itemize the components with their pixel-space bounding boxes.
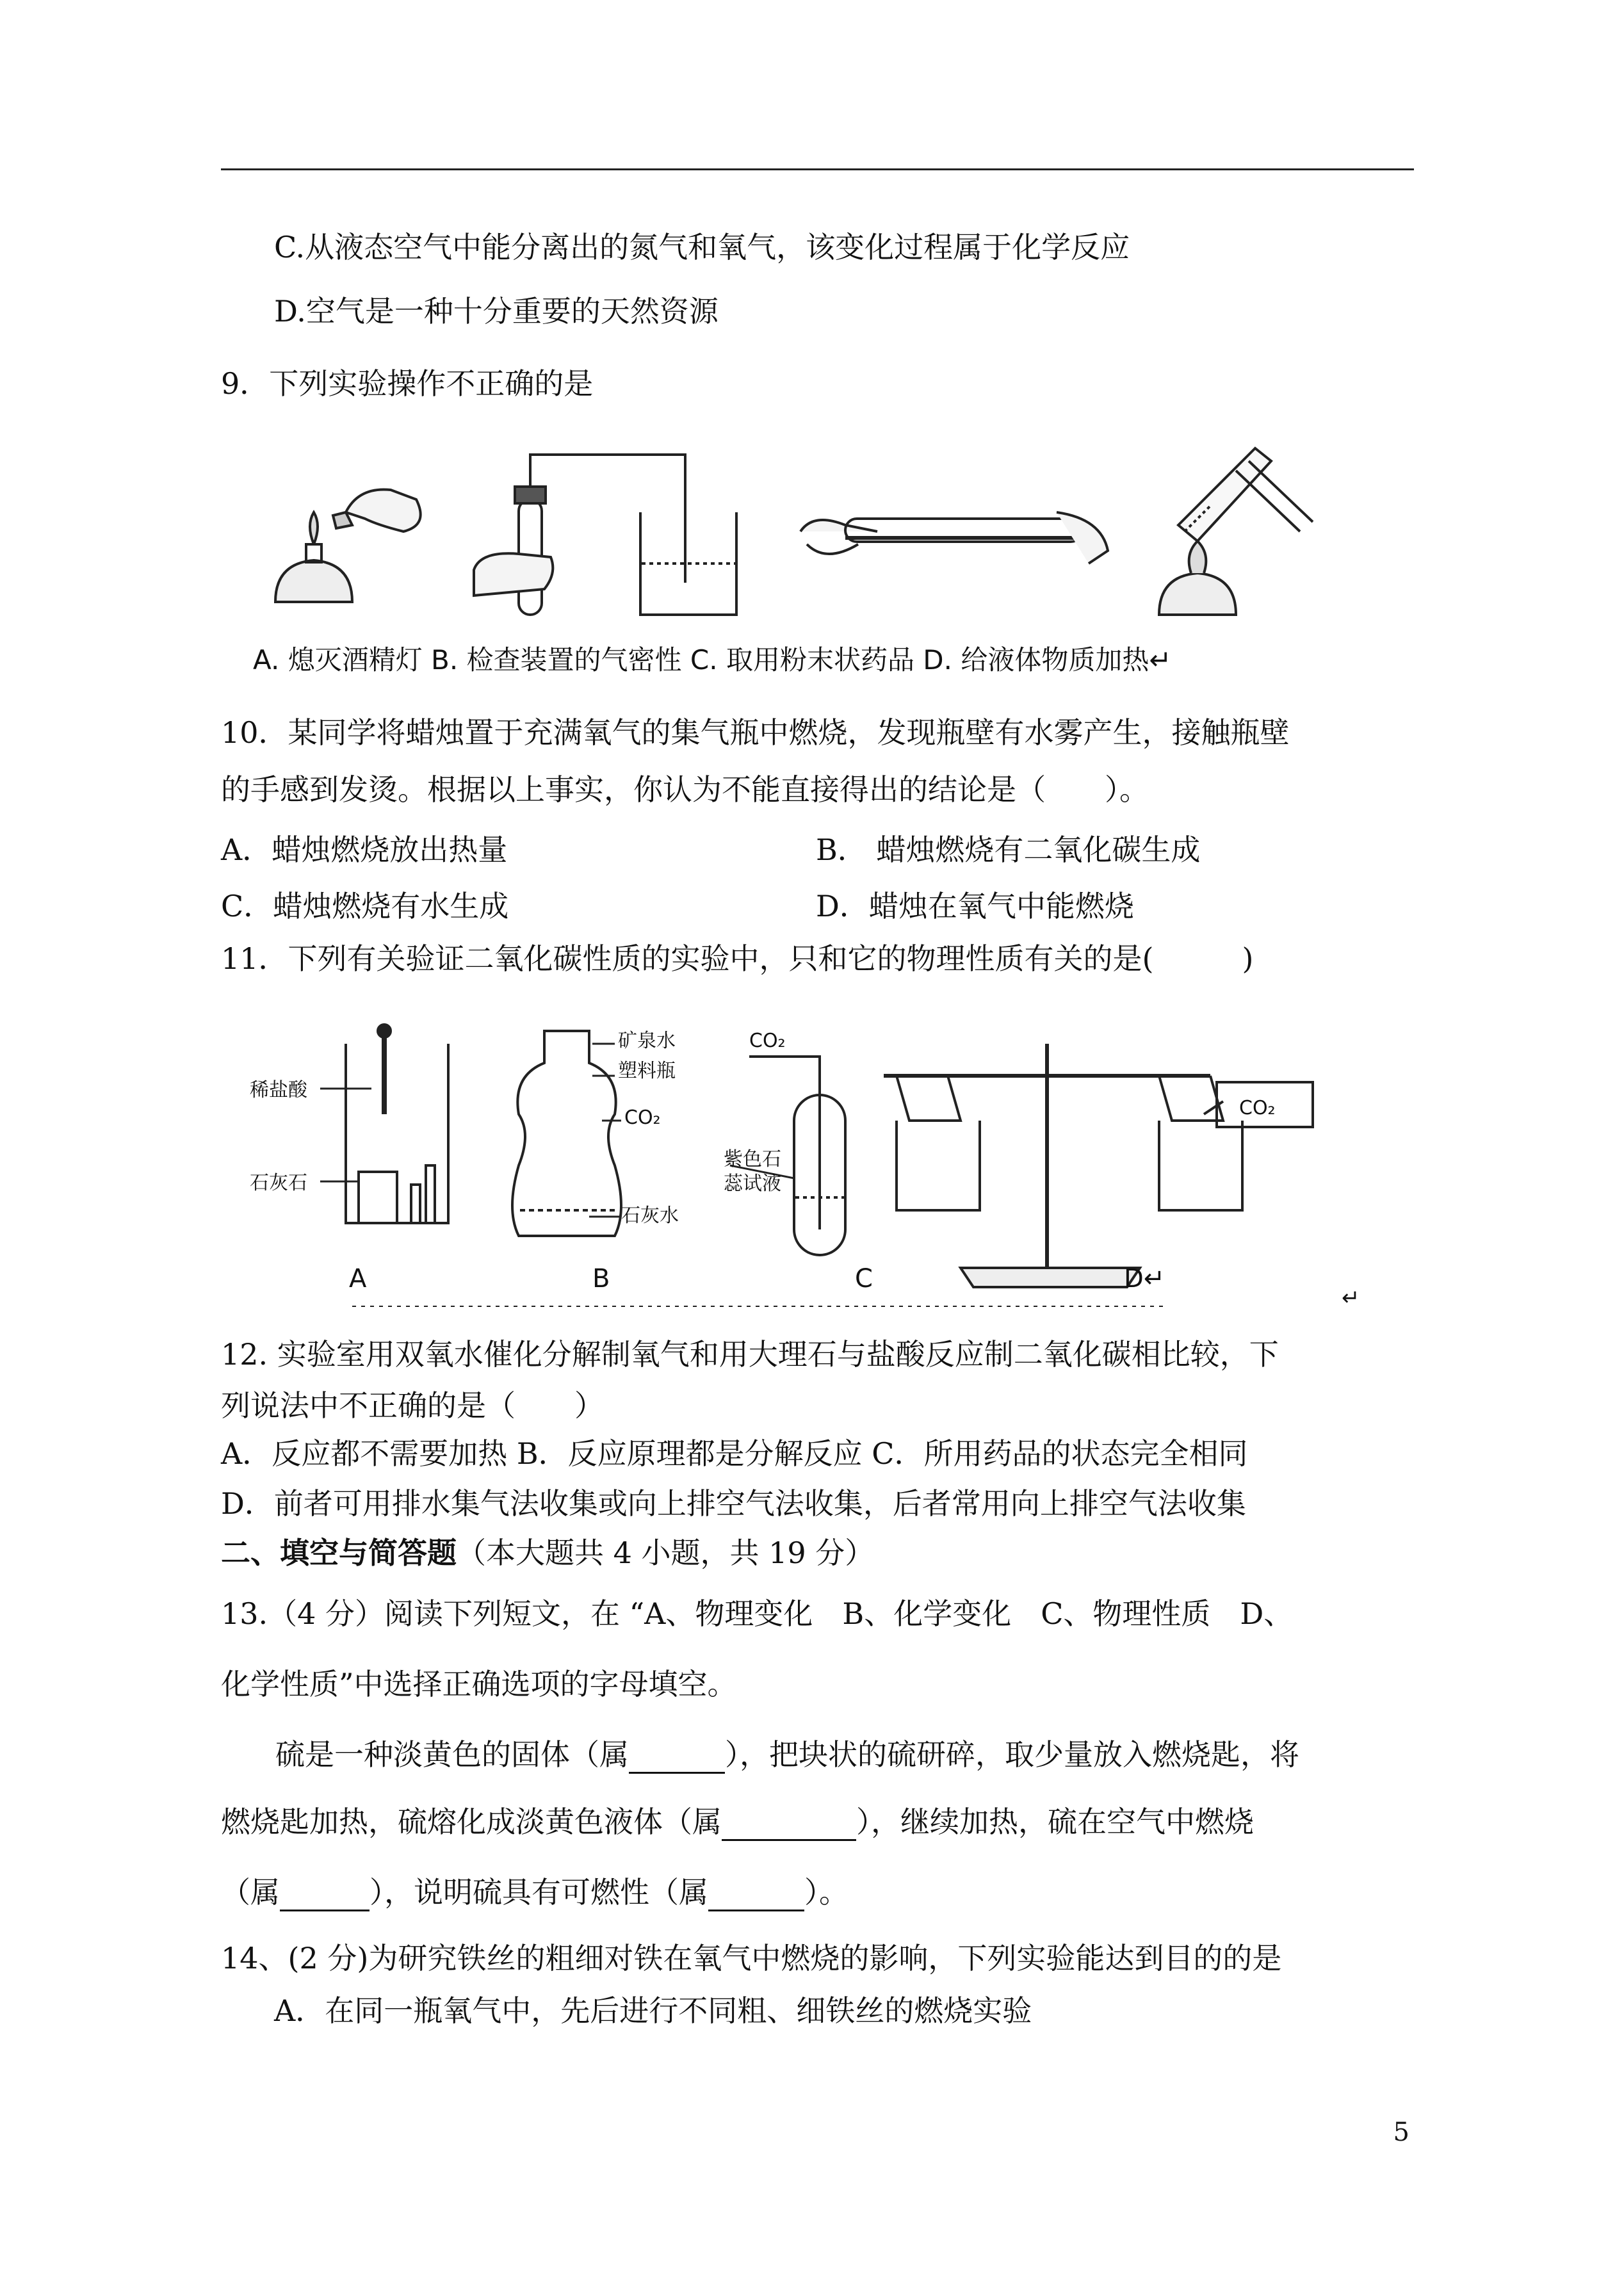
q10-option-c: C．蜡烛燃烧有水生成: [221, 889, 509, 923]
q13-passage-line3: [221, 1873, 849, 1911]
option-label-a: A: [349, 1264, 367, 1293]
q9-apparatus-illustration: [250, 435, 1338, 621]
passage-text: ），把块状的硫研碎，取少量放入燃烧匙，将: [725, 1737, 1299, 1772]
label-mineral-water: 矿泉水: [618, 1030, 676, 1052]
q10-option-d: D．蜡烛在氧气中能燃烧: [816, 889, 1134, 923]
q12-option-d: D．前者可用排水集气法收集或向上排空气法收集，后者常用向上排空气法收集: [221, 1486, 1246, 1521]
q8-option-d: D.空气是一种十分重要的天然资源: [274, 294, 719, 328]
q11-apparatus-illustration: [243, 1018, 1370, 1313]
q9-caption: A. 熄灭酒精灯 B. 检查装置的气密性 C. 取用粉末状药品 D. 给液体物质加热↵: [253, 644, 1172, 676]
label-litmus-line1: 紫色石: [724, 1148, 781, 1171]
label-co2-c: CO₂: [749, 1030, 786, 1052]
passage-text: ），继续加热，硫在空气中燃烧: [856, 1804, 1254, 1839]
passage-text: ），说明硫具有可燃性（属: [369, 1875, 708, 1910]
page-number: 5: [1393, 2118, 1409, 2147]
q12-stem-line2: 列说法中不正确的是（ ）: [221, 1388, 604, 1423]
label-plastic-bottle: 塑料瓶: [618, 1060, 676, 1082]
passage-text: （属: [221, 1875, 280, 1910]
label-co2-d: CO₂: [1239, 1097, 1276, 1119]
section2-note: （本大题共 4 小题，共 19 分）: [457, 1536, 875, 1570]
label-limestone: 石灰石: [250, 1172, 307, 1194]
blank-2[interactable]: [722, 1811, 856, 1841]
q9-figure: [250, 435, 1338, 676]
blank-1[interactable]: [629, 1744, 725, 1774]
q10-stem-line2: 的手感到发烫。根据以上事实，你认为不能直接得出的结论是（ ）。: [221, 772, 1149, 807]
section2-title: 二、填空与简答题: [221, 1536, 457, 1570]
section2-heading: [221, 1534, 874, 1572]
q14-stem: 14、(2 分)为研究铁丝的粗细对铁在氧气中燃烧的影响，下列实验能达到目的的是: [221, 1941, 1282, 1975]
q9-stem: 9．下列实验操作不正确的是: [221, 366, 594, 401]
return-mark: ↵: [1342, 1285, 1360, 1311]
option-label-b: B: [592, 1264, 610, 1293]
label-co2-b: CO₂: [624, 1107, 661, 1129]
label-litmus-line2: 蕊试液: [724, 1172, 781, 1195]
label-dilute-hcl: 稀盐酸: [250, 1079, 307, 1101]
q13-stem-line2: 化学性质”中选择正确选项的字母填空。: [221, 1667, 737, 1701]
blank-3[interactable]: [280, 1881, 369, 1911]
option-label-d: D↵: [1124, 1264, 1165, 1293]
q12-options-abc: A．反应都不需要加热 B．反应原理都是分解反应 C．所用药品的状态完全相同: [221, 1436, 1248, 1471]
q8-option-c: C.从液态空气中能分离出的氮气和氧气，该变化过程属于化学反应: [274, 230, 1130, 264]
option-label-c: C: [855, 1264, 873, 1293]
passage-text: ）。: [804, 1875, 849, 1910]
q10-stem-line1: 10．某同学将蜡烛置于充满氧气的集气瓶中燃烧，发现瓶壁有水雾产生，接触瓶壁: [221, 715, 1290, 750]
passage-text: 硫是一种淡黄色的固体（属: [275, 1737, 629, 1772]
q11-figure: [243, 1018, 1370, 1313]
q11-stem: 11．下列有关验证二氧化碳性质的实验中，只和它的物理性质有关的是( ): [221, 941, 1254, 976]
q13-passage-line1: [275, 1735, 1299, 1774]
label-limewater: 石灰水: [621, 1204, 679, 1227]
passage-text: 燃烧匙加热，硫熔化成淡黄色液体（属: [221, 1804, 722, 1839]
q10-option-b: B． 蜡烛燃烧有二氧化碳生成: [816, 832, 1201, 867]
q13-stem-line1: 13.（4 分）阅读下列短文，在 “A、物理变化 B、化学变化 C、物理性质 D、: [221, 1596, 1294, 1631]
q14-option-a: A．在同一瓶氧气中，先后进行不同粗、细铁丝的燃烧实验: [274, 1993, 1032, 2028]
blank-4[interactable]: [708, 1881, 804, 1911]
q10-option-a: A．蜡烛燃烧放出热量: [221, 832, 508, 867]
header-rule: [221, 168, 1414, 170]
q12-stem-line1: 12. 实验室用双氧水催化分解制氧气和用大理石与盐酸反应制二氧化碳相比较，下: [221, 1337, 1279, 1372]
q13-passage-line2: [221, 1803, 1254, 1841]
